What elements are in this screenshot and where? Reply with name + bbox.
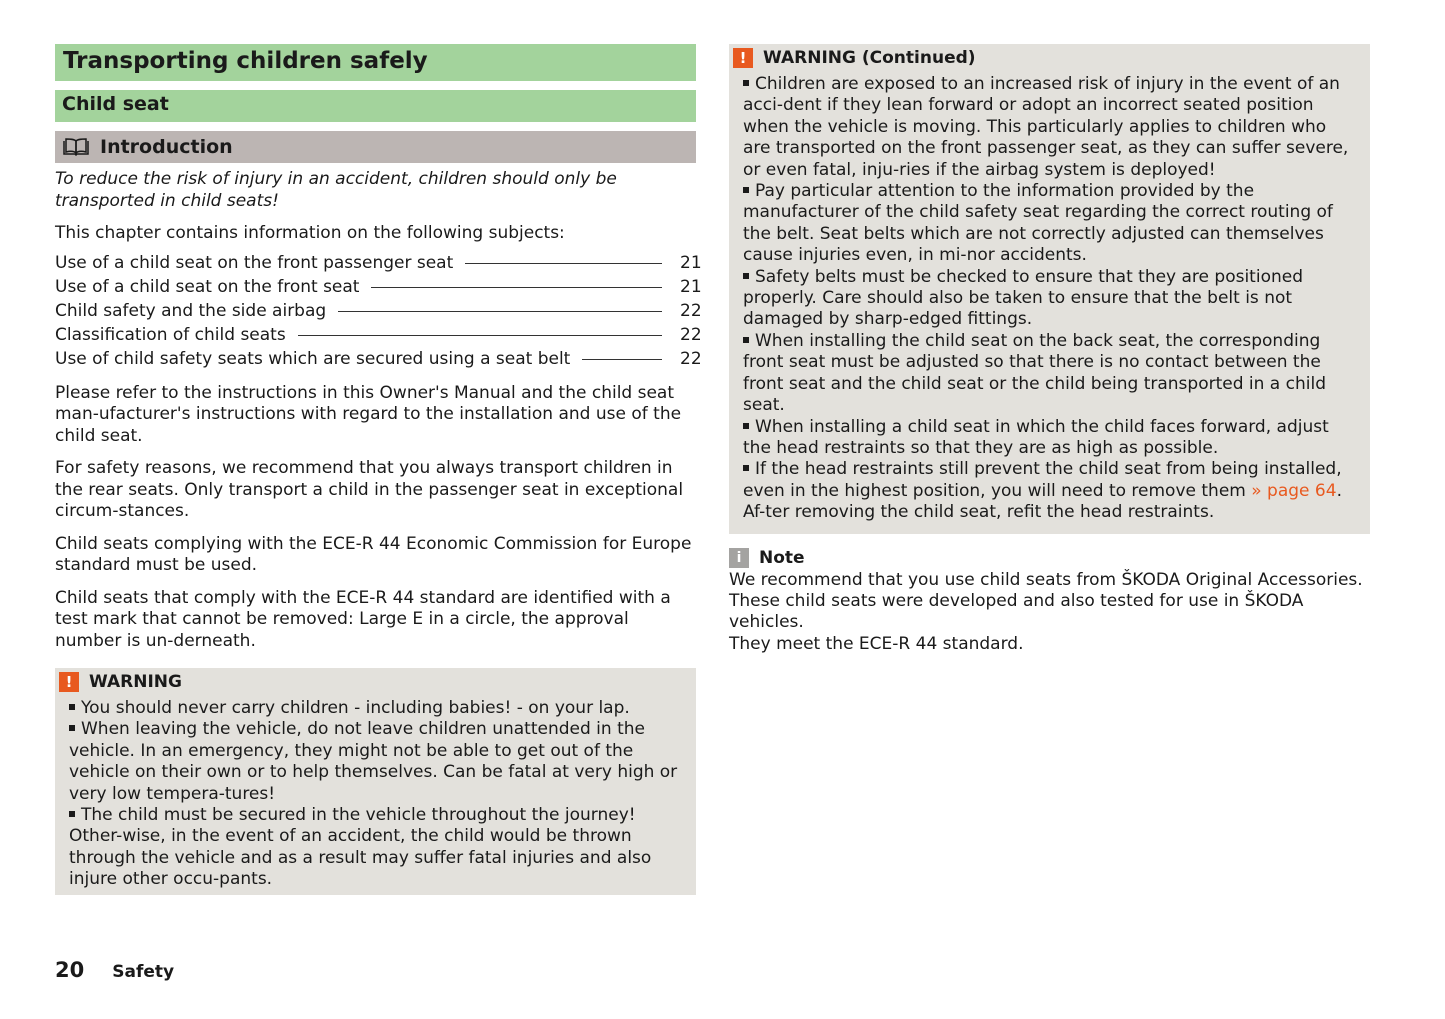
note-body bbox=[729, 570, 1370, 656]
subsection-title: Introduction bbox=[100, 136, 233, 158]
body-paragraph: Child seats that comply with the ECE-R 44 standard are identified with a test mark that cannot be removed: Large E in a circle, the approval number is un-derneath. bbox=[55, 587, 671, 651]
warning-item: Pay particular attention to the information provided by the manufacturer of the child safety seat regarding the correct routing of the belt. Seat belts which are not correctly adjusted can themselves cause injuries even, in mi-nor accidents. bbox=[743, 181, 1333, 266]
toc-leader bbox=[338, 311, 662, 312]
toc-leader bbox=[582, 359, 662, 360]
body-paragraph: Child seats complying with the ECE-R 44 Economic Commission for Europe standard must be used. bbox=[55, 533, 692, 575]
toc-entry[interactable] bbox=[55, 324, 702, 349]
toc-page: 21 bbox=[680, 252, 702, 273]
warning-title: WARNING bbox=[89, 672, 182, 692]
note-title: Note bbox=[759, 547, 805, 568]
warning-item: The child must be secured in the vehicle throughout the journey! Other-wise, in the event of an accident, the child would be thrown through the vehicle and as a result may suffer fatal injuries and also injure other occu-pants. bbox=[69, 805, 652, 890]
toc-leader bbox=[371, 287, 662, 288]
body-paragraph: For safety reasons, we recommend that you always transport children in the rear seats. Only transport a child in the passenger seat in exceptional circum-stances. bbox=[55, 458, 684, 521]
warning-item: When installing a child seat in which the child faces forward, adjust the head restraints so that they are as high as possible. bbox=[743, 416, 1329, 458]
bullet-icon bbox=[743, 465, 749, 471]
toc-leader bbox=[298, 335, 662, 336]
subsection-header bbox=[55, 131, 696, 163]
toc-entry[interactable] bbox=[55, 300, 702, 325]
warning-item: When leaving the vehicle, do not leave children unattended in the vehicle. In an emergency, they might not be able to get out of the vehicle on their own or to help themselves. Can be fatal at very high or very low tempera-tures! bbox=[69, 719, 678, 804]
note-header bbox=[729, 548, 1370, 568]
toc-leader bbox=[465, 263, 662, 264]
section-title: Child seat bbox=[55, 90, 696, 122]
page-number: 20 bbox=[55, 958, 85, 982]
bullet-icon bbox=[743, 273, 749, 279]
toc-label: Use of a child seat on the front seat bbox=[55, 276, 360, 297]
bullet-icon bbox=[743, 337, 749, 343]
book-icon bbox=[62, 138, 90, 156]
left-column bbox=[55, 44, 702, 895]
page-footer bbox=[55, 958, 174, 982]
warning-header bbox=[733, 48, 1356, 68]
note-line: We recommend that you use child seats from ŠKODA Original Accessories. bbox=[729, 569, 1363, 590]
toc-label: Child safety and the side airbag bbox=[55, 300, 327, 321]
bullet-icon bbox=[743, 187, 749, 193]
chapter-title: Transporting children safely bbox=[55, 44, 696, 81]
warning-title: WARNING (Continued) bbox=[763, 48, 976, 68]
toc-page: 22 bbox=[680, 300, 702, 321]
toc-page: 22 bbox=[680, 348, 702, 369]
bullet-icon bbox=[743, 423, 749, 429]
toc-entry[interactable] bbox=[55, 276, 702, 301]
bullet-icon bbox=[69, 811, 75, 817]
toc-label: Classification of child seats bbox=[55, 324, 286, 345]
body-paragraph: Please refer to the instructions in this Owner's Manual and the child seat man-ufacturer's instructions with regard to the installation and use of the child seat. bbox=[55, 382, 682, 446]
warning-icon: ! bbox=[59, 672, 79, 692]
toc-entry[interactable] bbox=[55, 348, 702, 373]
note-line: These child seats were developed and also tested for use in ŠKODA vehicles. bbox=[729, 590, 1304, 633]
table-of-contents bbox=[55, 252, 702, 373]
warning-item: When installing the child seat on the back seat, the corresponding front seat must be adjusted so that there is no contact between the front seat and the child seat or the child being transported in a child seat. bbox=[743, 330, 1326, 416]
warning-item: If the head restraints still prevent the child seat from being installed, even in the highest position, you will need to remove them » page 64. Af-ter removing the child seat, refit the head restraints. bbox=[743, 459, 1342, 523]
toc-label: Use of child safety seats which are secured using a seat belt bbox=[55, 348, 571, 369]
warning-item: Children are exposed to an increased risk of injury in the event of an acci-dent if they lean forward or adopt an incorrect seated position when the vehicle is moving. This particularly applies to children who are transported on the front passenger seat, as they can suffer severe, or even fatal, inju-ries if the airbag system is deployed! bbox=[743, 74, 1349, 180]
bullet-icon bbox=[743, 80, 749, 86]
warning-continued-box bbox=[729, 44, 1370, 534]
right-column bbox=[729, 44, 1370, 655]
warning-icon: ! bbox=[733, 48, 753, 68]
bullet-icon bbox=[69, 704, 75, 710]
warning-box bbox=[55, 668, 696, 895]
info-icon: i bbox=[729, 548, 749, 568]
toc-label: Use of a child seat on the front passenger seat bbox=[55, 252, 454, 273]
page-link[interactable]: » page 64 bbox=[1251, 480, 1337, 501]
footer-section: Safety bbox=[112, 962, 175, 982]
warning-header bbox=[59, 672, 682, 692]
toc-page: 21 bbox=[680, 276, 702, 297]
toc-page: 22 bbox=[680, 324, 702, 345]
toc-entry[interactable] bbox=[55, 252, 702, 277]
chapter-info: This chapter contains information on the following subjects: bbox=[55, 223, 565, 243]
warning-item: You should never carry children - including babies! - on your lap. bbox=[69, 698, 682, 719]
warning-item: Safety belts must be checked to ensure that they are positioned properly. Care should also be taken to ensure that the belt is not damaged by sharp-edged fittings. bbox=[743, 266, 1304, 330]
intro-text: To reduce the risk of injury in an accident, children should only be transported in child seats! bbox=[55, 169, 617, 211]
note-line: They meet the ECE-R 44 standard. bbox=[729, 633, 1024, 654]
bullet-icon bbox=[69, 725, 75, 731]
